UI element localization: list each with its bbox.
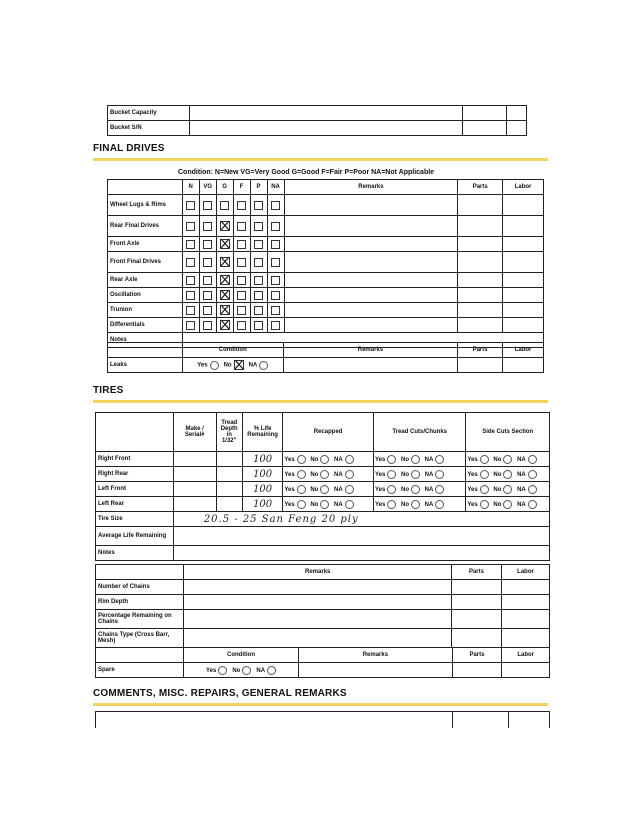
chain-label: Percentage Remaining on Chains <box>96 610 184 629</box>
condition-checkbox-checked[interactable] <box>220 305 230 315</box>
parts-field[interactable] <box>458 273 503 288</box>
tire-row: Left Front 100 Yes No NA Yes No NA Yes No NA <box>96 482 550 497</box>
final-drive-row <box>108 195 544 216</box>
condition-checkbox[interactable] <box>203 222 212 231</box>
bucket-sn-label: Bucket S/N <box>108 121 190 136</box>
condition-checkbox[interactable] <box>237 222 246 231</box>
chains-header-labor: Labor <box>502 565 550 580</box>
condition-checkbox[interactable] <box>237 306 246 315</box>
labor-field[interactable] <box>503 216 544 237</box>
spare-header-labor: Labor <box>502 648 550 663</box>
condition-checkbox-checked[interactable] <box>220 290 230 300</box>
recapped-yes-radio[interactable] <box>297 500 306 509</box>
condition-checkbox[interactable] <box>254 321 263 330</box>
bucket-capacity-value[interactable] <box>190 106 463 121</box>
parts-field[interactable] <box>458 303 503 318</box>
final-drive-row <box>108 273 544 288</box>
side-cuts-yes-radio[interactable] <box>480 455 489 464</box>
recapped-no-radio[interactable] <box>320 455 329 464</box>
spare-table <box>95 647 550 678</box>
condition-checkbox[interactable] <box>203 291 212 300</box>
condition-checkbox[interactable] <box>203 258 212 267</box>
tread-cuts-na-radio[interactable] <box>435 470 444 479</box>
labor-field[interactable] <box>503 273 544 288</box>
spare-header-condition: Condition <box>183 648 298 663</box>
tires-title: TIRES <box>93 385 124 396</box>
recapped-yes-radio[interactable] <box>297 485 306 494</box>
header-na: NA <box>267 180 284 195</box>
final-drive-row <box>108 216 544 237</box>
condition-checkbox[interactable] <box>186 240 195 249</box>
condition-checkbox[interactable] <box>271 258 280 267</box>
condition-checkbox[interactable] <box>254 276 263 285</box>
spare-na-radio[interactable] <box>267 666 276 675</box>
tire-size-value[interactable]: 20.5 - 25 San Feng 20 ply <box>173 512 549 527</box>
header-life-remaining: % Life Remaining <box>242 413 282 452</box>
final-drive-row <box>108 318 544 333</box>
condition-checkbox[interactable] <box>271 306 280 315</box>
header-remarks: Remarks <box>284 180 458 195</box>
header-tread-cuts: Tread Cuts/Chunks <box>373 413 465 452</box>
final-drive-label: Rear Axle <box>108 273 183 288</box>
side-cuts-na-radio[interactable] <box>528 485 537 494</box>
tread-cuts-yes-radio[interactable] <box>387 485 396 494</box>
labor-field[interactable] <box>503 303 544 318</box>
condition-checkbox[interactable] <box>254 291 263 300</box>
tread-cuts-na-radio[interactable] <box>435 455 444 464</box>
tire-size-label: Tire Size <box>96 512 174 527</box>
life-remaining-value[interactable]: 100 <box>242 467 282 482</box>
header-p: P <box>250 180 267 195</box>
chains-header-parts: Parts <box>451 565 501 580</box>
tire-position-label: Right Rear <box>96 467 174 482</box>
condition-checkbox[interactable] <box>237 240 246 249</box>
labor-field[interactable] <box>503 318 544 333</box>
recapped-no-radio[interactable] <box>320 500 329 509</box>
condition-checkbox[interactable] <box>186 222 195 231</box>
recapped-no-radio[interactable] <box>320 470 329 479</box>
make-serial-field[interactable] <box>173 482 216 497</box>
header-n: N <box>182 180 199 195</box>
leaks-header-condition: Condition <box>182 343 283 358</box>
tire-position-label: Left Rear <box>96 497 174 512</box>
parts-field[interactable] <box>458 216 503 237</box>
make-serial-field[interactable] <box>173 467 216 482</box>
side-cuts-na-radio[interactable] <box>528 500 537 509</box>
leaks-na-radio[interactable] <box>259 361 268 370</box>
condition-checkbox[interactable] <box>203 321 212 330</box>
header-make-serial: Make / Serial# <box>173 413 216 452</box>
condition-checkbox[interactable] <box>186 276 195 285</box>
condition-checkbox[interactable] <box>271 291 280 300</box>
remarks-field[interactable] <box>284 237 458 252</box>
condition-checkbox[interactable] <box>186 201 195 210</box>
condition-checkbox-checked[interactable] <box>220 257 230 267</box>
side-cuts-yes-radio[interactable] <box>480 485 489 494</box>
condition-checkbox[interactable] <box>254 201 263 210</box>
chain-row <box>96 610 550 629</box>
tread-cuts-yes-radio[interactable] <box>387 500 396 509</box>
final-drive-row <box>108 288 544 303</box>
condition-checkbox[interactable] <box>237 321 246 330</box>
remarks-field[interactable] <box>284 303 458 318</box>
final-drive-label: Oscillation <box>108 288 183 303</box>
condition-checkbox[interactable] <box>186 258 195 267</box>
tread-depth-field[interactable] <box>216 467 242 482</box>
tread-cuts-yes-radio[interactable] <box>387 470 396 479</box>
condition-checkbox[interactable] <box>237 276 246 285</box>
condition-checkbox[interactable] <box>237 201 246 210</box>
recapped-na-radio[interactable] <box>345 500 354 509</box>
chain-label: Chains Type (Cross Barr, Mesh) <box>96 629 184 648</box>
chain-row <box>96 629 550 648</box>
tread-cuts-no-radio[interactable] <box>411 500 420 509</box>
condition-checkbox[interactable] <box>254 240 263 249</box>
chains-table <box>95 564 550 648</box>
tread-cuts-no-radio[interactable] <box>411 455 420 464</box>
life-remaining-value[interactable]: 100 <box>242 452 282 467</box>
chains-header-remarks: Remarks <box>184 565 451 580</box>
condition-checkbox-checked[interactable] <box>220 239 230 249</box>
condition-checkbox-checked[interactable] <box>220 275 230 285</box>
leaks-condition: Yes No NA <box>182 358 283 373</box>
recapped-na-radio[interactable] <box>345 485 354 494</box>
condition-checkbox[interactable] <box>271 276 280 285</box>
bucket-sn-value[interactable] <box>190 121 463 136</box>
bucket-table <box>107 105 527 136</box>
leaks-header-parts: Parts <box>458 343 503 358</box>
remarks-field[interactable] <box>284 252 458 273</box>
final-drive-row <box>108 252 544 273</box>
final-drive-label: Front Axle <box>108 237 183 252</box>
section-divider <box>93 400 548 403</box>
final-drives-table <box>107 179 544 348</box>
condition-checkbox[interactable] <box>203 306 212 315</box>
condition-checkbox[interactable] <box>271 201 280 210</box>
chain-label: Number of Chains <box>96 580 184 595</box>
parts-field[interactable] <box>458 195 503 216</box>
chain-row <box>96 580 550 595</box>
tire-position-label: Right Front <box>96 452 174 467</box>
side-cuts-no-radio[interactable] <box>503 500 512 509</box>
header-f: F <box>233 180 250 195</box>
parts-field[interactable] <box>458 288 503 303</box>
avg-life-value[interactable] <box>173 527 549 546</box>
leaks-yes-radio[interactable] <box>210 361 219 370</box>
tread-cuts-no-radio[interactable] <box>411 470 420 479</box>
recapped-yes-radio[interactable] <box>297 455 306 464</box>
spare-label: Spare <box>96 663 184 678</box>
condition-checkbox[interactable] <box>186 291 195 300</box>
tread-cuts-na-radio[interactable] <box>435 500 444 509</box>
final-drive-row <box>108 303 544 318</box>
condition-checkbox[interactable] <box>220 201 229 210</box>
labor-field[interactable] <box>503 252 544 273</box>
side-cuts-yes-radio[interactable] <box>480 500 489 509</box>
spare-condition: Yes No NA <box>183 663 298 678</box>
condition-checkbox[interactable] <box>271 321 280 330</box>
section-divider <box>93 703 548 706</box>
tires-table <box>95 412 550 561</box>
header-tread-depth: Tread Depth in 1/32" <box>216 413 242 452</box>
condition-checkbox[interactable] <box>254 306 263 315</box>
header-side-cuts: Side Cuts Section <box>466 413 550 452</box>
recapped-na-radio[interactable] <box>345 470 354 479</box>
final-drive-row <box>108 237 544 252</box>
remarks-field[interactable] <box>284 195 458 216</box>
parts-field[interactable] <box>458 252 503 273</box>
condition-checkbox[interactable] <box>186 321 195 330</box>
condition-checkbox[interactable] <box>271 240 280 249</box>
section-divider <box>93 158 548 161</box>
leaks-header-labor: Labor <box>503 343 544 358</box>
final-drive-label: Differentials <box>108 318 183 333</box>
tread-cuts-no-radio[interactable] <box>411 485 420 494</box>
chain-row <box>96 595 550 610</box>
side-cuts-no-radio[interactable] <box>503 470 512 479</box>
header-parts: Parts <box>458 180 503 195</box>
final-drive-label: Front Final Drives <box>108 252 183 273</box>
notes-label: Notes <box>108 333 183 348</box>
condition-checkbox[interactable] <box>271 222 280 231</box>
bucket-capacity-label: Bucket Capacity <box>108 106 190 121</box>
make-serial-field[interactable] <box>173 497 216 512</box>
spare-yes-radio[interactable] <box>218 666 227 675</box>
comments-field[interactable] <box>95 711 550 728</box>
leaks-header-remarks: Remarks <box>283 343 457 358</box>
avg-life-label: Average Life Remaining <box>96 527 174 546</box>
final-drive-label: Trunion <box>108 303 183 318</box>
header-vg: VG <box>199 180 216 195</box>
condition-checkbox[interactable] <box>186 306 195 315</box>
side-cuts-yes-radio[interactable] <box>480 470 489 479</box>
header-g: G <box>216 180 233 195</box>
condition-checkbox[interactable] <box>203 240 212 249</box>
tire-row: Right Front 100 Yes No NA Yes No NA Yes No NA <box>96 452 550 467</box>
spare-no-radio[interactable] <box>242 666 251 675</box>
tire-row: Left Rear 100 Yes No NA Yes No NA Yes No NA <box>96 497 550 512</box>
final-drive-label: Rear Final Drives <box>108 216 183 237</box>
remarks-field[interactable] <box>284 288 458 303</box>
tire-notes-label: Notes <box>96 546 174 561</box>
spare-header-parts: Parts <box>452 648 502 663</box>
condition-checkbox-checked[interactable] <box>220 221 230 231</box>
recapped-na-radio[interactable] <box>345 455 354 464</box>
life-remaining-value[interactable]: 100 <box>242 482 282 497</box>
remarks-field[interactable] <box>284 273 458 288</box>
tread-cuts-na-radio[interactable] <box>435 485 444 494</box>
chain-label: Rim Depth <box>96 595 184 610</box>
header-labor: Labor <box>503 180 544 195</box>
recapped-yes-radio[interactable] <box>297 470 306 479</box>
remarks-field[interactable] <box>284 318 458 333</box>
tire-notes-field[interactable] <box>173 546 549 561</box>
leaks-label: Leaks <box>108 358 183 373</box>
side-cuts-no-radio[interactable] <box>503 485 512 494</box>
tread-depth-field[interactable] <box>216 482 242 497</box>
condition-checkbox-checked[interactable] <box>220 320 230 330</box>
side-cuts-no-radio[interactable] <box>503 455 512 464</box>
side-cuts-na-radio[interactable] <box>528 455 537 464</box>
condition-checkbox[interactable] <box>203 201 212 210</box>
labor-field[interactable] <box>503 288 544 303</box>
final-drive-label: Wheel Lugs & Rims <box>108 195 183 216</box>
make-serial-field[interactable] <box>173 452 216 467</box>
condition-checkbox[interactable] <box>237 291 246 300</box>
labor-field[interactable] <box>503 237 544 252</box>
condition-checkbox[interactable] <box>237 258 246 267</box>
final-drives-title: FINAL DRIVES <box>93 143 165 154</box>
condition-checkbox[interactable] <box>254 258 263 267</box>
tread-depth-field[interactable] <box>216 497 242 512</box>
tire-position-label: Left Front <box>96 482 174 497</box>
labor-field[interactable] <box>503 195 544 216</box>
tire-row: Right Rear 100 Yes No NA Yes No NA Yes No NA <box>96 467 550 482</box>
header-recapped: Recapped <box>283 413 374 452</box>
condition-checkbox[interactable] <box>203 276 212 285</box>
spare-header-remarks: Remarks <box>299 648 452 663</box>
condition-checkbox[interactable] <box>254 222 263 231</box>
condition-legend: Condition: N=New VG=Very Good G=Good F=Fair P=Poor NA=Not Applicable <box>178 169 435 176</box>
remarks-field[interactable] <box>284 216 458 237</box>
parts-field[interactable] <box>458 237 503 252</box>
comments-title: COMMENTS, MISC. REPAIRS, GENERAL REMARKS <box>93 688 347 699</box>
leaks-table <box>107 342 544 373</box>
tread-depth-field[interactable] <box>216 452 242 467</box>
leaks-no-radio-checked[interactable] <box>234 360 244 370</box>
recapped-no-radio[interactable] <box>320 485 329 494</box>
life-remaining-value[interactable]: 100 <box>242 497 282 512</box>
parts-field[interactable] <box>458 318 503 333</box>
side-cuts-na-radio[interactable] <box>528 470 537 479</box>
tread-cuts-yes-radio[interactable] <box>387 455 396 464</box>
